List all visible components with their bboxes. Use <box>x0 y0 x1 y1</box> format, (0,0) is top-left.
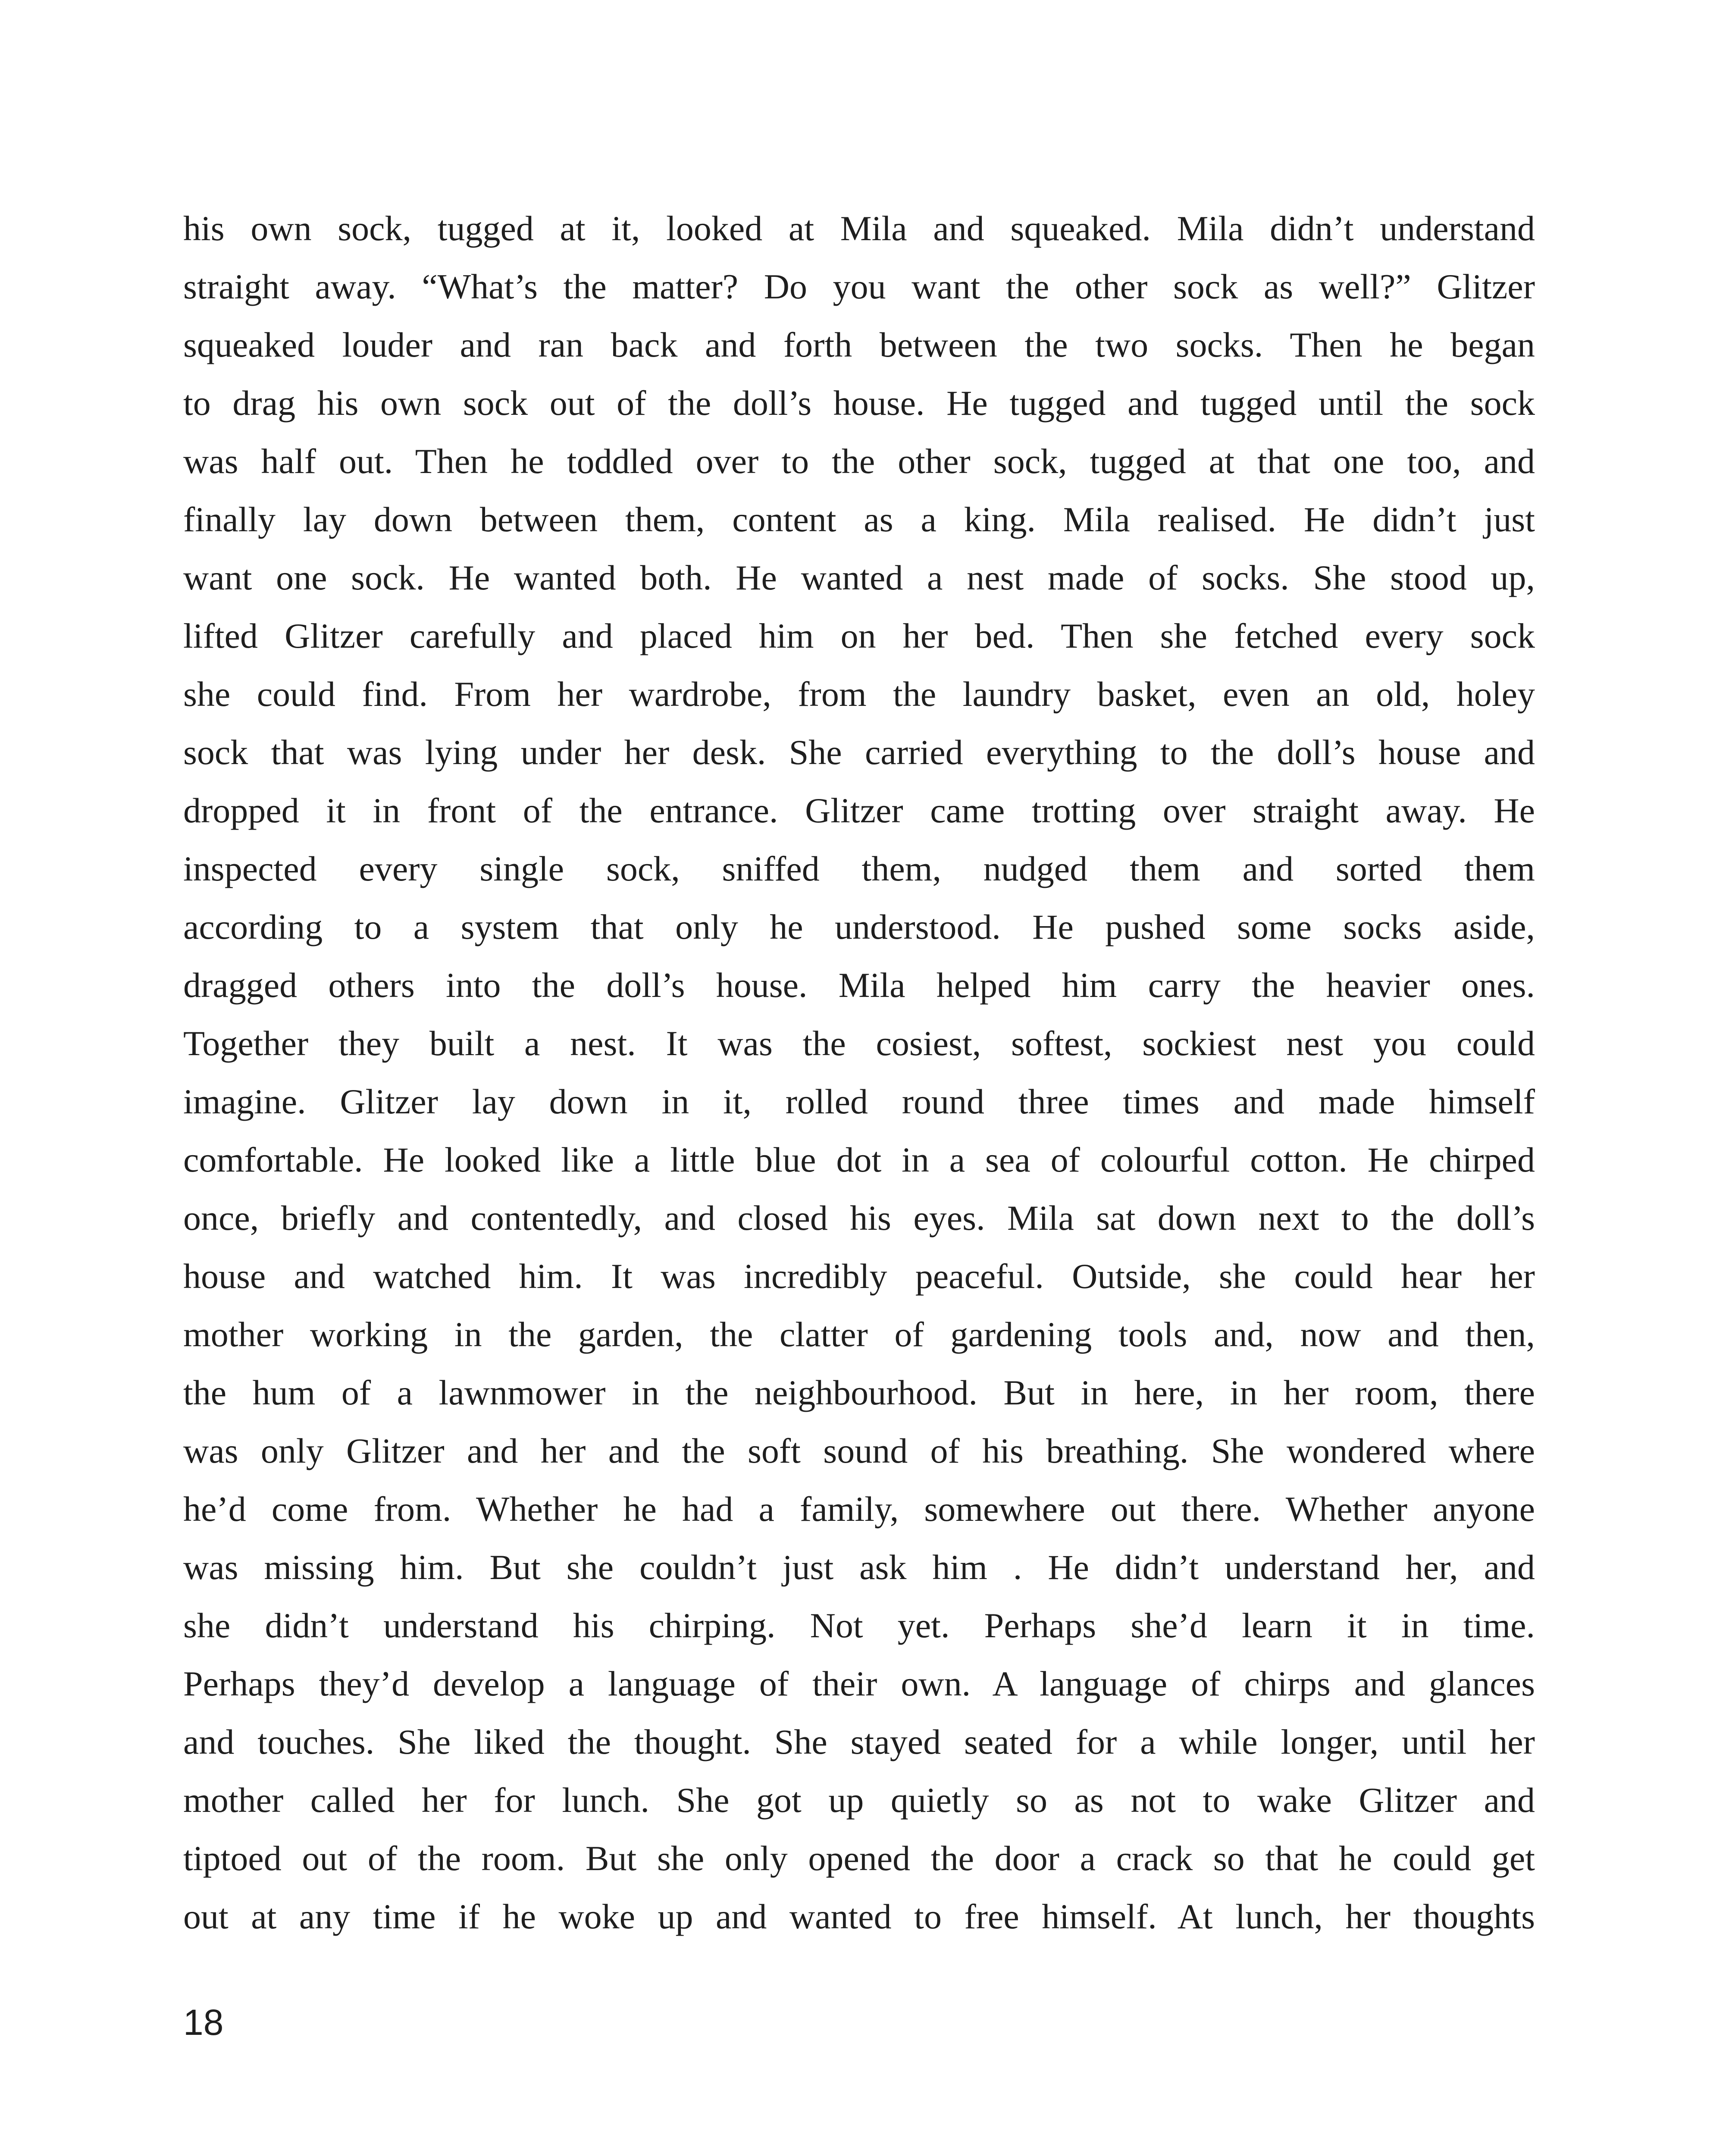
text-line: want one sock. He wanted both. He wanted a nest made of socks. She stood up, <box>183 558 1535 597</box>
text-line: dragged others into the doll’s house. Mila helped him carry the heavier ones. <box>183 965 1535 1005</box>
text-line: his own sock, tugged at it, looked at Mila and squeaked. Mila didn’t understand <box>183 209 1535 248</box>
text-line: the hum of a lawnmower in the neighbourhood. But in here, in her room, there <box>183 1373 1535 1412</box>
text-line: comfortable. He looked like a little blue dot in a sea of colourful cotton. He chirped <box>183 1140 1535 1179</box>
text-line: to drag his own sock out of the doll’s house. He tugged and tugged until the sock <box>183 383 1535 423</box>
text-line: house and watched him. It was incredibly peaceful. Outside, she could hear her <box>183 1257 1535 1296</box>
text-line: sock that was lying under her desk. She carried everything to the doll’s house and <box>183 733 1535 772</box>
text-line: was half out. Then he toddled over to the other sock, tugged at that one too, and <box>183 442 1535 481</box>
text-line: she could find. From her wardrobe, from the laundry basket, even an old, holey <box>183 674 1535 714</box>
text-line: squeaked louder and ran back and forth between the two socks. Then he began <box>183 325 1535 364</box>
text-line: according to a system that only he understood. He pushed some socks aside, <box>183 907 1535 946</box>
text-line: mother working in the garden, the clatter of gardening tools and, now and then, <box>183 1315 1535 1354</box>
text-line: imagine. Glitzer lay down in it, rolled round three times and made himself <box>183 1082 1535 1121</box>
page-number: 18 <box>183 2002 224 2043</box>
text-line: mother called her for lunch. She got up quietly so as not to wake Glitzer and <box>183 1780 1535 1820</box>
text-line: she didn’t understand his chirping. Not yet. Perhaps she’d learn it in time. <box>183 1606 1535 1645</box>
text-line: straight away. “What’s the matter? Do you want the other sock as well?” Glitzer <box>183 267 1535 306</box>
text-line: was missing him. But she couldn’t just ask him . He didn’t understand her, and <box>183 1548 1535 1587</box>
text-line: once, briefly and contentedly, and closed his eyes. Mila sat down next to the doll’s <box>183 1198 1535 1238</box>
text-line: lifted Glitzer carefully and placed him on her bed. Then she fetched every sock <box>183 616 1535 655</box>
text-line: Perhaps they’d develop a language of their own. A language of chirps and glances <box>183 1664 1535 1703</box>
text-line: inspected every single sock, sniffed them, nudged them and sorted them <box>183 849 1535 888</box>
text-line: he’d come from. Whether he had a family, somewhere out there. Whether anyone <box>183 1489 1535 1529</box>
text-line: out at any time if he woke up and wanted to free himself. At lunch, her thoughts <box>183 1897 1535 1936</box>
text-line: tiptoed out of the room. But she only opened the door a crack so that he could get <box>183 1839 1535 1878</box>
text-line: dropped it in front of the entrance. Glitzer came trotting over straight away. He <box>183 791 1535 830</box>
text-line: finally lay down between them, content as a king. Mila realised. He didn’t just <box>183 500 1535 539</box>
body-text <box>183 199 1535 1946</box>
text-line: Together they built a nest. It was the cosiest, softest, sockiest nest you could <box>183 1024 1535 1063</box>
text-line: and touches. She liked the thought. She stayed seated for a while longer, until her <box>183 1722 1535 1761</box>
text-line: was only Glitzer and her and the soft sound of his breathing. She wondered where <box>183 1431 1535 1470</box>
